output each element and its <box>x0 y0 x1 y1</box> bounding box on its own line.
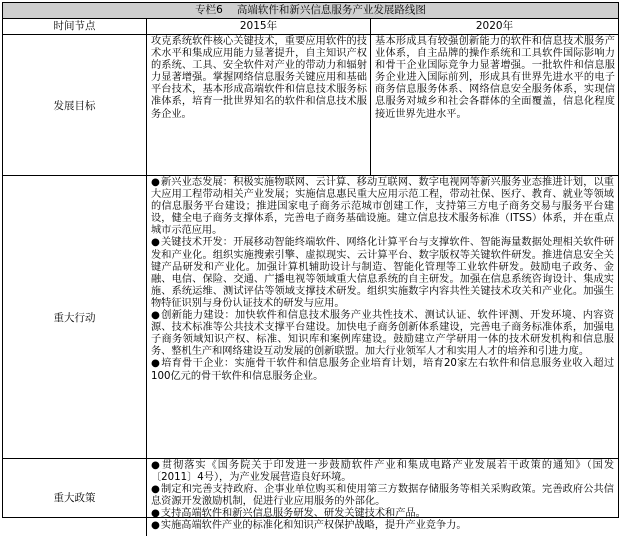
table-title-bar <box>3 3 618 19</box>
goal-2015-text: 攻克系统软件核心关键技术，重要应用软件的技术水平和集成应用能力显著提升，自主知识产权的系统、工具、安全软件对产业的带动力和辐射力显著增强。掌握网络信息服务关键应用和基础平台技术，基本形成高端软件和信息技术服务标准体系，培育一批世界知名的软件和信息技术服务企业。 <box>147 35 371 175</box>
row-label-policy: 重大政策 <box>3 459 147 536</box>
row-label-goal: 发展目标 <box>3 35 147 175</box>
row-label-action: 重大行动 <box>3 176 147 458</box>
action-item-text: 新兴业态发展：积极实施物联网、云计算、移动互联网、数字电视网等新兴服务业态推进计划，以重大应用工程带动相关产业发展；实施信息惠民重大应用示范工程，带动社保、医疗、教育、就业等领域的信息服务平台建设；推进国家电子商务示范城市创建工作，支持第三方电子商务交易与服务平台建设，健全电子商务支撑体系，完善电子商务基础设施。建立信息技术服务标准（ITSS）体系，并在重点城市示范应用。 <box>151 177 614 237</box>
box-title: 高端软件和新兴信息服务产业发展路线图 <box>236 4 426 16</box>
row-major-action <box>3 176 618 459</box>
action-item <box>151 310 614 358</box>
policy-item-text: 制定和完善支持政府、企事业单位购买和使用第三方数据存储服务等相关采购政策。完善政府公共信息资源开发激励机制，促进行业应用服务的外部化。 <box>151 484 614 508</box>
row-development-goal <box>3 35 618 176</box>
policy-item <box>151 484 614 508</box>
roadmap-table <box>2 2 619 532</box>
box-number: 专栏6 <box>195 4 223 16</box>
bullet-icon: ● <box>151 177 160 188</box>
header-2015: 2015年 <box>147 19 371 34</box>
policy-item-text: 实施高端软件产业的标准化和知识产权保护战略，提升产业竞争力。 <box>160 520 467 532</box>
policy-content <box>147 459 618 536</box>
policy-item <box>151 508 614 520</box>
row-major-policy <box>3 459 618 536</box>
policy-item <box>151 460 614 484</box>
bullet-icon: ● <box>151 460 161 471</box>
action-item-text: 关键技术开发：开展移动智能终端软件、网络化计算平台与支撑软件、智能海量数据处理相关软件研发和产业化。组织实施搜索引擎、虚拟现实、云计算平台、数字版权等关键软件研发。推进信息安全关键产品研发和产业化。加强计算机辅助设计与制造、智能化管理等工业软件研发。鼓励电子政务、金融、电信、保险、交通、广播电视等领域重大信息系统的自主研发。加强在信息系统咨询设计、集成实施、系统运维、测试评估等领域支撑技术研发。组织实施数字内容共性关键技术攻关和产业化。加强生物特征识别与身份认证技术的研发与应用。 <box>151 237 614 309</box>
bullet-icon: ● <box>151 508 160 520</box>
bullet-icon: ● <box>151 237 160 249</box>
goal-2020-text: 基本形成具有较强创新能力的软件和信息技术服务产业体系，自主品牌的操作系统和工具软件国际影响力和骨干企业国际竞争力显著增强。一批软件和信息服务企业进入国际前列，形成具有世界先进水平的电子商务信息服务体系、网络信息安全服务体系，实现信息服务对城乡和社会各群体的全面覆盖，信息化程度接近世界先进水平。 <box>375 36 615 120</box>
bullet-icon: ● <box>151 520 160 532</box>
action-item <box>151 358 614 382</box>
header-2020: 2020年 <box>475 20 514 32</box>
action-item-text: 培育骨干企业：实施骨干软件和信息服务企业培育计划，培育20家左右软件和信息服务业收入超过100亿元的骨干软件和信息服务企业。 <box>151 358 615 382</box>
action-item <box>151 237 614 310</box>
policy-item-text: 支持高端软件和新兴信息服务研发、研发关键技术和产品。 <box>160 508 426 520</box>
action-item <box>151 177 614 237</box>
header-time-node: 时间节点 <box>3 19 147 34</box>
bullet-icon: ● <box>151 358 161 370</box>
policy-item <box>151 520 614 532</box>
policy-item-text: 贯彻落实《国务院关于印发进一步鼓励软件产业和集成电路产业发展若干政策的通知》（国发〔2011〕4号），为产业发展营造良好环境。 <box>151 460 615 484</box>
bullet-icon: ● <box>151 484 160 496</box>
bullet-icon: ● <box>151 310 161 322</box>
header-row <box>3 19 618 35</box>
action-content <box>147 176 618 458</box>
action-item-text: 创新能力建设：加快软件和信息技术服务产业共性技术、测试认证、软件评测、开发环境、内容资源、技术标准等公共技术支撑平台建设。加快电子商务创新体系建设，完善电子商务标准体系，加强电子商务领域知识产权、标准、知识库和案例库建设。鼓励建立产学研用一体的技术研发机构和信息服务、整机生产和网络建设互动发展的创新联盟。加大行业领军人才和实用人才的培养和引进力度。 <box>151 310 615 358</box>
